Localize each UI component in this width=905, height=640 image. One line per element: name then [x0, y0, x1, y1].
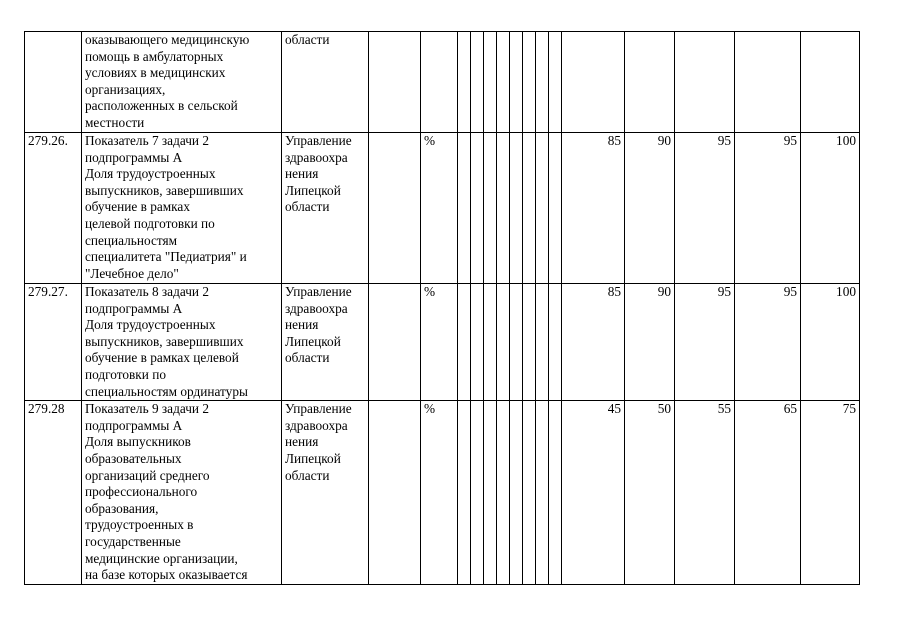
value-cell-v1: 45	[562, 401, 625, 585]
value-cell-v3: 55	[675, 401, 735, 585]
indicator-description-cell	[82, 32, 282, 133]
description-line: организаций среднего	[85, 467, 210, 483]
empty-narrow-cell	[471, 32, 484, 133]
table-row	[25, 284, 860, 401]
empty-narrow-cell	[471, 401, 484, 585]
organization-line: нения	[285, 166, 319, 182]
value-cell-v1: 85	[562, 133, 625, 284]
empty-narrow-cell	[549, 133, 562, 284]
description-line: подготовки по	[85, 366, 166, 382]
organization-line: области	[285, 199, 330, 215]
empty-narrow-cell	[458, 401, 471, 585]
description-line: специальностям ординатуры	[85, 383, 248, 399]
responsible-organization-cell	[282, 401, 369, 585]
value-cell-v1	[562, 32, 625, 133]
empty-narrow-cell	[523, 32, 536, 133]
organization-line: здравоохра	[285, 417, 348, 433]
empty-narrow-cell	[458, 32, 471, 133]
empty-narrow-cell	[510, 133, 523, 284]
value-cell-v3	[675, 32, 735, 133]
value-cell-v2: 90	[625, 284, 675, 401]
empty-narrow-cell	[510, 32, 523, 133]
empty-narrow-cell	[497, 32, 510, 133]
empty-narrow-cell	[523, 284, 536, 401]
value-cell-v5	[801, 32, 860, 133]
description-line: специалитета "Педиатрия" и	[85, 249, 247, 265]
description-line: подпрограммы А	[85, 417, 183, 433]
table-row	[25, 133, 860, 284]
empty-narrow-cell	[536, 284, 549, 401]
organization-line: области	[285, 32, 330, 47]
description-line: местности	[85, 114, 145, 130]
organization-line: Липецкой	[285, 450, 341, 466]
organization-line: здравоохра	[285, 300, 348, 316]
description-line: расположенных в сельской	[85, 98, 238, 114]
organization-line: Управление	[285, 401, 352, 417]
empty-cell	[369, 284, 421, 401]
description-line: выпускников, завершивших	[85, 333, 244, 349]
responsible-organization-cell	[282, 32, 369, 133]
empty-narrow-cell	[497, 284, 510, 401]
description-line: выпускников, завершивших	[85, 182, 244, 198]
empty-cell	[369, 133, 421, 284]
empty-cell	[369, 32, 421, 133]
value-cell-v2: 50	[625, 401, 675, 585]
organization-line: Управление	[285, 284, 352, 299]
organization-line: Управление	[285, 133, 352, 148]
row-number-cell: 279.27.	[25, 284, 82, 401]
value-cell-v5: 75	[801, 401, 860, 585]
empty-narrow-cell	[549, 401, 562, 585]
table-row	[25, 401, 860, 585]
value-cell-v3: 95	[675, 284, 735, 401]
empty-cell	[369, 401, 421, 585]
value-cell-v4: 95	[735, 284, 801, 401]
description-line: образования,	[85, 500, 159, 516]
description-line: профессионального	[85, 484, 198, 500]
description-line: обучение в рамках	[85, 199, 190, 215]
value-cell-v4	[735, 32, 801, 133]
empty-narrow-cell	[484, 401, 497, 585]
value-cell-v2	[625, 32, 675, 133]
organization-line: здравоохра	[285, 149, 348, 165]
description-line: Доля трудоустроенных	[85, 166, 216, 182]
empty-narrow-cell	[549, 284, 562, 401]
value-cell-v5: 100	[801, 133, 860, 284]
value-cell-v4: 95	[735, 133, 801, 284]
empty-narrow-cell	[471, 133, 484, 284]
description-line: Доля выпускников	[85, 434, 191, 450]
empty-narrow-cell	[510, 401, 523, 585]
indicator-description-cell	[82, 284, 282, 401]
empty-narrow-cell	[523, 401, 536, 585]
unit-cell: %	[421, 401, 458, 585]
empty-narrow-cell	[510, 284, 523, 401]
description-line: специальностям	[85, 232, 178, 248]
empty-narrow-cell	[549, 32, 562, 133]
row-number-cell	[25, 32, 82, 133]
empty-narrow-cell	[484, 284, 497, 401]
empty-narrow-cell	[536, 401, 549, 585]
empty-narrow-cell	[458, 133, 471, 284]
row-number-cell: 279.26.	[25, 133, 82, 284]
organization-line: области	[285, 350, 330, 366]
value-cell-v1: 85	[562, 284, 625, 401]
organization-line: нения	[285, 434, 319, 450]
empty-narrow-cell	[484, 32, 497, 133]
responsible-organization-cell	[282, 133, 369, 284]
empty-narrow-cell	[497, 133, 510, 284]
empty-narrow-cell	[471, 284, 484, 401]
organization-line: области	[285, 467, 330, 483]
description-line: медицинские организации,	[85, 550, 238, 566]
value-cell-v5: 100	[801, 284, 860, 401]
indicator-table	[24, 31, 860, 585]
unit-cell: %	[421, 284, 458, 401]
description-line: государственные	[85, 533, 181, 549]
description-line: организациях,	[85, 81, 166, 97]
empty-narrow-cell	[484, 133, 497, 284]
empty-narrow-cell	[523, 133, 536, 284]
value-cell-v4: 65	[735, 401, 801, 585]
unit-cell: %	[421, 133, 458, 284]
description-line: подпрограммы А	[85, 149, 183, 165]
row-number-cell: 279.28	[25, 401, 82, 585]
empty-narrow-cell	[458, 284, 471, 401]
description-line: помощь в амбулаторных	[85, 48, 224, 64]
organization-line: Липецкой	[285, 333, 341, 349]
description-line: обучение в рамках целевой	[85, 350, 239, 366]
empty-narrow-cell	[536, 133, 549, 284]
value-cell-v2: 90	[625, 133, 675, 284]
description-line: Показатель 7 задачи 2	[85, 133, 209, 148]
indicator-description-cell	[82, 133, 282, 284]
organization-line: нения	[285, 317, 319, 333]
description-line: Показатель 9 задачи 2	[85, 401, 209, 417]
unit-cell	[421, 32, 458, 133]
table-row	[25, 32, 860, 133]
responsible-organization-cell	[282, 284, 369, 401]
description-line: трудоустроенных в	[85, 517, 194, 533]
description-line: Показатель 8 задачи 2	[85, 284, 209, 299]
organization-line: Липецкой	[285, 182, 341, 198]
indicator-description-cell	[82, 401, 282, 585]
empty-narrow-cell	[497, 401, 510, 585]
description-line: условиях в медицинских	[85, 65, 226, 81]
value-cell-v3: 95	[675, 133, 735, 284]
description-line: на базе которых оказывается	[85, 567, 248, 583]
empty-narrow-cell	[536, 32, 549, 133]
description-line: "Лечебное дело"	[85, 265, 179, 281]
description-line: оказывающего медицинскую	[85, 32, 250, 47]
description-line: целевой подготовки по	[85, 215, 215, 231]
description-line: образовательных	[85, 450, 182, 466]
description-line: подпрограммы А	[85, 300, 183, 316]
description-line: Доля трудоустроенных	[85, 317, 216, 333]
